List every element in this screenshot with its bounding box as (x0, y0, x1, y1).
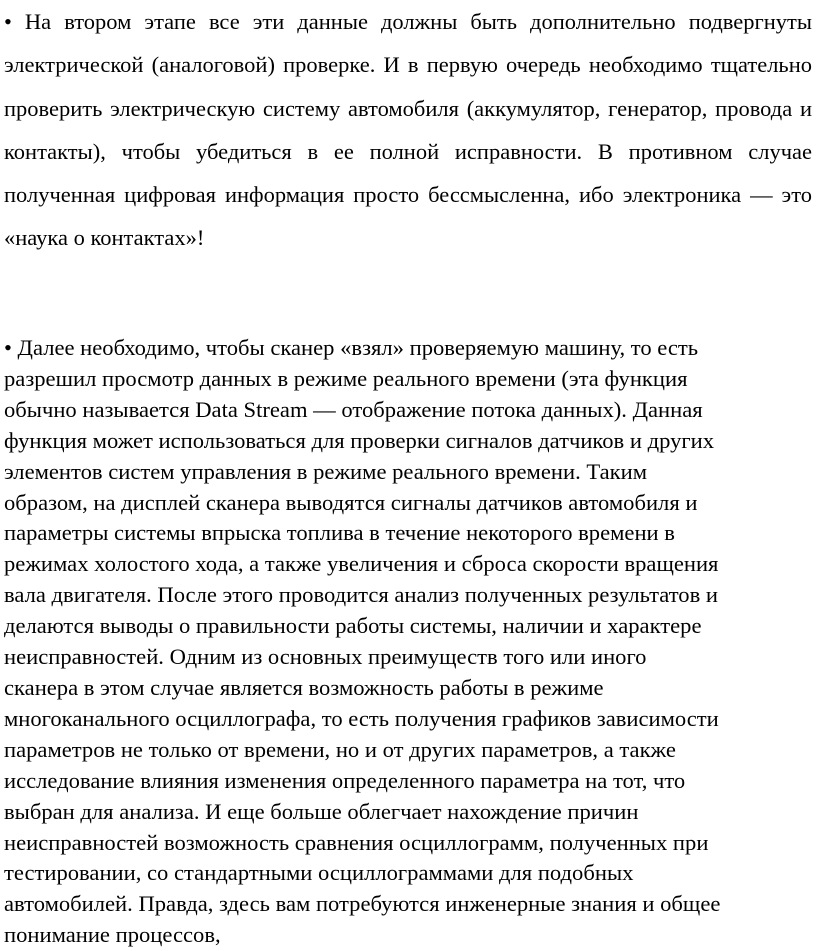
paragraph-electrical-check: • На втором этапе все эти данные должны быть дополнительно подвергнуты электрической (аналоговой) проверке. И в первую очередь необходимо тщательно проверить электрическую систему автомобиля (аккумулятор, генератор, провода и контакты), чтобы убедиться в ее полной исправности. В противном случае полученная цифровая информация просто бессмысленна, ибо электроника — это «наука о контактах»! (4, 9, 812, 251)
paragraph-data-stream: • Далее необходимо, чтобы сканер «взял» проверяемую машину, то есть разрешил просмотр данных в режиме реального времени (эта функция обычно называется Data Stream — отображение потока данных). Данная функция может использоваться для проверки сигналов датчиков и других элементов систем управления в режиме реального времени. Таким образом, на дисплей сканера выводятся сигналы датчиков автомобиля и параметры системы впрыска топлива в течение некоторого времени в режимах холостого хода, а также увеличения и сброса скорости вращения вала двигателя. После этого проводится анализ полученных результатов и делаются выводы о правильности работы системы, наличии и характере неисправностей. Одним из основных преимуществ того или иного сканера в этом случае является возможность работы в режиме многоканального осциллографа, то есть получения графиков зависимости параметров не только от времени, но и от других параметров, а также исследование влияния изменения определенного параметра на тот, что выбран для анализа. И еще больше облегчает нахождение причин неисправностей возможность сравнения осциллограмм, полученных при тестировании, со стандартными осциллограммами для подобных автомобилей. Правда, здесь вам потребуются инженерные знания и общее понимание процессов, (4, 335, 721, 948)
